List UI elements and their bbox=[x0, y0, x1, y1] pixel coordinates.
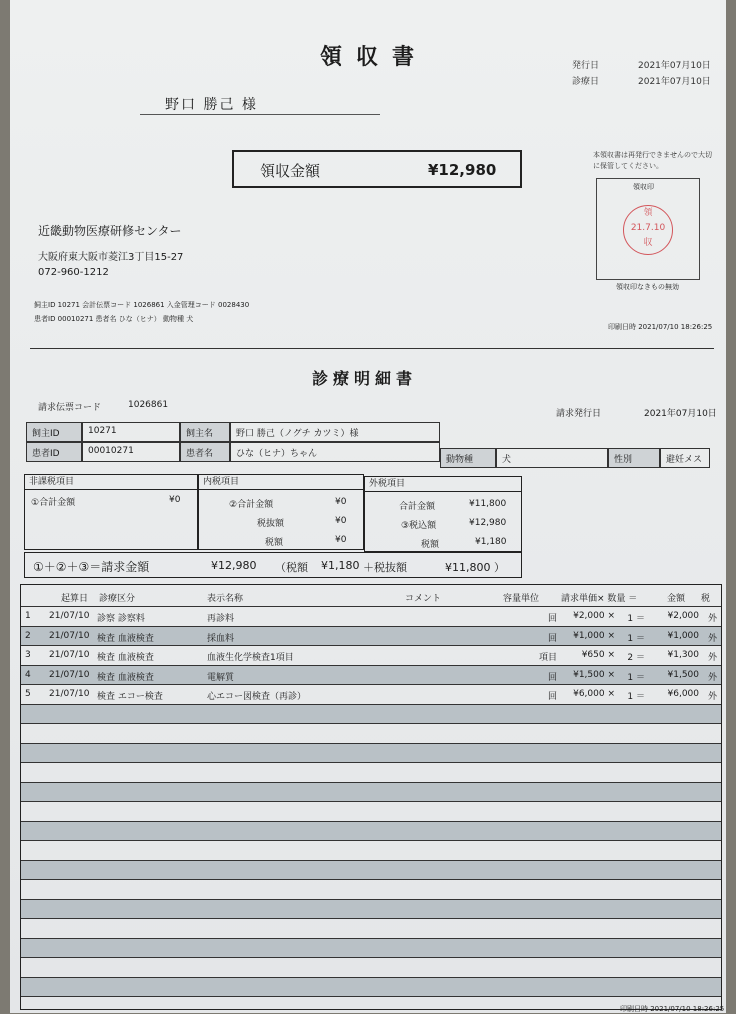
intax-tax: ¥0 bbox=[335, 535, 347, 545]
formula-excl: ¥11,800 ） bbox=[445, 561, 505, 574]
row-amount: ¥1,000 bbox=[667, 630, 699, 641]
billing-date-label: 請求発行日 bbox=[556, 409, 602, 419]
empty-row bbox=[21, 958, 721, 978]
table-row bbox=[21, 607, 721, 627]
row-tax-type: 外 bbox=[707, 614, 717, 624]
row-date: 21/07/10 bbox=[49, 689, 90, 699]
empty-row bbox=[21, 783, 721, 803]
table-row bbox=[21, 646, 721, 666]
empty-row bbox=[21, 900, 721, 920]
table-row bbox=[21, 666, 721, 686]
sex-label: 性別 bbox=[608, 448, 660, 468]
empty-row bbox=[21, 861, 721, 881]
empty-row bbox=[21, 978, 721, 998]
patient-name-label: 患者名 bbox=[180, 442, 230, 462]
issue-date-label: 発行日 bbox=[572, 61, 600, 71]
row-tax-type: 外 bbox=[707, 653, 717, 663]
table-row bbox=[21, 627, 721, 647]
col-tax: 税 bbox=[701, 594, 711, 604]
outtax-tax-label: 税額 bbox=[421, 540, 440, 550]
row-category: 検査 血液検査 bbox=[97, 633, 154, 644]
amount-label: 領収金額 bbox=[260, 162, 321, 180]
row-number: 5 bbox=[25, 689, 31, 699]
row-name: 採血料 bbox=[207, 633, 235, 644]
empty-row bbox=[21, 763, 721, 783]
stamp-box bbox=[596, 178, 700, 280]
row-unit: 回 bbox=[547, 633, 557, 644]
row-number: 4 bbox=[25, 669, 31, 680]
receipt-title: 領収書 bbox=[320, 45, 429, 70]
stamp-label: 領収印 bbox=[633, 183, 654, 191]
nontax-section bbox=[24, 474, 198, 550]
empty-row bbox=[21, 744, 721, 764]
row-unit: 回 bbox=[547, 672, 557, 683]
visit-date-label: 診療日 bbox=[572, 77, 600, 87]
billing-code-label: 請求伝票コード bbox=[38, 403, 102, 413]
empty-row bbox=[21, 880, 721, 900]
row-unit-price: ¥650 × bbox=[581, 650, 615, 660]
empty-row bbox=[21, 802, 721, 822]
owner-id-label: 飼主ID bbox=[26, 422, 82, 442]
nontax-total-label: ①合計金額 bbox=[31, 498, 76, 508]
ids-line-1: 飼主ID 10271 会計伝票コード 1026861 入金管理コード 0028430 bbox=[34, 301, 250, 309]
intax-section bbox=[198, 474, 364, 550]
customer-underline bbox=[140, 114, 380, 115]
row-category: 検査 血液検査 bbox=[97, 653, 154, 663]
row-unit-price: ¥1,000 × bbox=[573, 630, 615, 641]
row-date: 21/07/10 bbox=[49, 669, 90, 680]
stamp-note: 領収印なきもの無効 bbox=[616, 283, 679, 291]
issue-date: 2021年07月10日 bbox=[638, 61, 711, 71]
outtax-incl: ¥12,980 bbox=[469, 518, 507, 528]
receipt-stamp: 領 21.7.10 収 bbox=[623, 205, 673, 255]
row-unit-price: ¥2,000 × bbox=[573, 611, 615, 621]
nontax-head: 非課税項目 bbox=[25, 475, 197, 490]
owner-id: 10271 bbox=[82, 422, 180, 442]
row-unit: 回 bbox=[547, 692, 557, 702]
col-date: 起算日 bbox=[61, 594, 89, 604]
owner-name-label: 飼主名 bbox=[180, 422, 230, 442]
species: 犬 bbox=[496, 448, 608, 468]
empty-row bbox=[21, 919, 721, 939]
patient-id-label: 患者ID bbox=[26, 442, 82, 462]
formula-excl-label: ＋税抜額 bbox=[363, 561, 407, 574]
billing-code: 1026861 bbox=[128, 400, 169, 410]
outtax-tax: ¥1,180 bbox=[475, 537, 507, 547]
row-amount: ¥1,500 bbox=[667, 669, 699, 680]
row-number: 3 bbox=[25, 650, 31, 660]
row-amount: ¥1,300 bbox=[667, 650, 699, 660]
row-tax-type: 外 bbox=[707, 692, 717, 702]
row-date: 21/07/10 bbox=[49, 611, 90, 621]
row-date: 21/07/10 bbox=[49, 630, 90, 641]
receipt-paper bbox=[10, 0, 726, 1013]
nontax-total: ¥0 bbox=[169, 495, 181, 505]
species-label: 動物種 bbox=[440, 448, 496, 468]
reissue-notice: 本領収書は再発行できませんので大切に保管してください。 bbox=[593, 151, 712, 170]
org-address: 大阪府東大阪市菱江3丁目15-27 bbox=[38, 252, 184, 263]
patient-id: 00010271 bbox=[82, 442, 180, 462]
row-quantity: 1 ＝ bbox=[627, 672, 645, 683]
row-category: 診察 診察料 bbox=[97, 614, 145, 624]
col-category: 診療区分 bbox=[99, 594, 136, 604]
empty-row bbox=[21, 705, 721, 725]
empty-row bbox=[21, 841, 721, 861]
formula-tax: ¥1,180 bbox=[321, 559, 360, 572]
sex: 避妊メス bbox=[660, 448, 710, 468]
billing-date: 2021年07月10日 bbox=[644, 409, 717, 419]
outtax-head: 外税項目 bbox=[365, 477, 521, 492]
outtax-total-label: 合計金額 bbox=[399, 502, 436, 512]
amount-box bbox=[232, 150, 522, 188]
outtax-section bbox=[364, 476, 522, 552]
row-tax-type: 外 bbox=[707, 672, 717, 683]
row-unit: 項目 bbox=[538, 653, 557, 663]
org-name: 近畿動物医療研修センター bbox=[38, 224, 182, 238]
empty-row bbox=[21, 724, 721, 744]
intax-excl-label: 税抜額 bbox=[257, 519, 285, 529]
intax-tax-label: 税額 bbox=[265, 538, 284, 548]
row-quantity: 1 ＝ bbox=[627, 614, 645, 624]
empty-row bbox=[21, 939, 721, 959]
print-timestamp: 印刷日時 2021/07/10 18:26:25 bbox=[608, 323, 713, 331]
detail-footer-timestamp: 印刷日時 2021/07/10 18:26:25 bbox=[620, 1005, 725, 1013]
row-unit: 回 bbox=[547, 614, 557, 624]
row-name: 再診料 bbox=[207, 614, 235, 624]
customer-name: 野口 勝己 様 bbox=[165, 97, 258, 113]
org-tel: 072-960-1212 bbox=[38, 267, 109, 278]
patient-name: ひな（ヒナ）ちゃん bbox=[230, 442, 440, 462]
outtax-total: ¥11,800 bbox=[469, 499, 507, 509]
row-amount: ¥6,000 bbox=[667, 689, 699, 699]
detail-header bbox=[21, 585, 721, 607]
visit-date: 2021年07月10日 bbox=[638, 77, 711, 87]
row-name: 血液生化学検査1項目 bbox=[207, 653, 294, 663]
outtax-incl-label: ③税込額 bbox=[401, 521, 437, 531]
col-comment: コメント bbox=[405, 594, 442, 604]
intax-head: 内税項目 bbox=[199, 475, 363, 490]
formula-row bbox=[24, 552, 522, 578]
col-price-qty: 請求単価× 数量 ＝ bbox=[561, 594, 638, 604]
col-unit: 容量単位 bbox=[503, 594, 540, 604]
detail-table bbox=[20, 584, 722, 1010]
formula-tax-label: （税額 bbox=[275, 561, 308, 574]
row-date: 21/07/10 bbox=[49, 650, 90, 660]
row-unit-price: ¥1,500 × bbox=[573, 669, 615, 680]
section-divider bbox=[30, 348, 714, 349]
statement-title: 診療明細書 bbox=[312, 369, 418, 388]
intax-excl: ¥0 bbox=[335, 516, 347, 526]
row-category: 検査 血液検査 bbox=[97, 672, 154, 683]
col-amount: 金額 bbox=[667, 594, 686, 604]
row-unit-price: ¥6,000 × bbox=[573, 689, 615, 699]
row-category: 検査 エコー検査 bbox=[97, 692, 163, 702]
empty-row bbox=[21, 997, 721, 1010]
formula-total: ¥12,980 bbox=[211, 559, 257, 572]
row-quantity: 2 ＝ bbox=[627, 653, 645, 663]
table-row bbox=[21, 685, 721, 705]
owner-name: 野口 勝己（ノグチ カツミ）様 bbox=[230, 422, 440, 442]
amount-value: ¥12,980 bbox=[428, 161, 497, 179]
col-name: 表示名称 bbox=[207, 594, 244, 604]
row-quantity: 1 ＝ bbox=[627, 633, 645, 644]
intax-total-label: ②合計金額 bbox=[229, 500, 274, 510]
row-name: 電解質 bbox=[207, 672, 235, 683]
row-number: 2 bbox=[25, 630, 31, 641]
row-tax-type: 外 bbox=[707, 633, 717, 644]
ids-line-2: 患者ID 00010271 患者名 ひな（ヒナ） 動物種 犬 bbox=[34, 315, 194, 323]
intax-total: ¥0 bbox=[335, 497, 347, 507]
row-quantity: 1 ＝ bbox=[627, 692, 645, 702]
formula-label: ①＋②＋③＝請求金額 bbox=[33, 560, 150, 574]
row-amount: ¥2,000 bbox=[667, 611, 699, 621]
row-name: 心エコー図検査（再診） bbox=[207, 692, 307, 702]
row-number: 1 bbox=[25, 611, 31, 621]
empty-row bbox=[21, 822, 721, 842]
